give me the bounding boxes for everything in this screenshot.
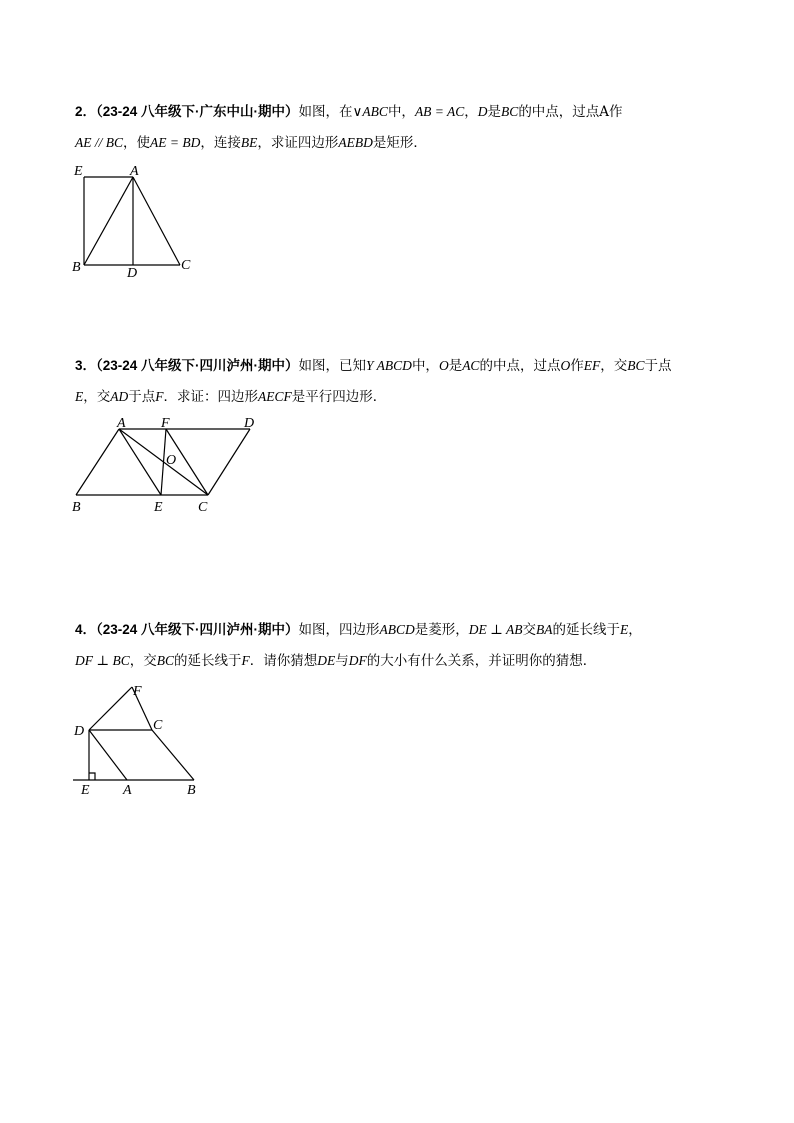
figure-parallelogram-abcd xyxy=(60,410,270,520)
math: O xyxy=(438,358,449,373)
text: 如图，四边形 xyxy=(298,622,380,638)
text: 作 xyxy=(570,358,584,374)
problem-source: （23-24 八年级下·广东中山·期中） xyxy=(96,104,299,119)
label-b: B xyxy=(187,783,196,798)
label-e: E xyxy=(81,783,90,798)
math: BE xyxy=(240,135,258,150)
math: AECF xyxy=(258,389,292,404)
problem-2-line-2 xyxy=(75,134,735,152)
math: O xyxy=(560,358,571,373)
math: DF xyxy=(348,653,367,668)
label-f: F xyxy=(133,684,142,699)
problem-2 xyxy=(75,103,735,152)
text: 是矩形． xyxy=(372,135,427,151)
text: 如图，已知 xyxy=(298,358,367,374)
math: D xyxy=(477,104,488,119)
label-e: E xyxy=(154,500,163,515)
text: 的大小有什么关系，并证明你的猜想． xyxy=(366,653,597,669)
text: 中， xyxy=(411,358,439,374)
text: ，交 xyxy=(83,389,111,405)
math: BC xyxy=(501,104,519,119)
problem-4-line-1 xyxy=(75,621,735,639)
label-b: B xyxy=(72,500,81,515)
text: ，使 xyxy=(123,135,150,151)
text: ，求证四边形 xyxy=(257,135,339,151)
problem-number: 3． xyxy=(75,358,97,373)
segment-cb xyxy=(152,730,194,780)
segment-dc xyxy=(208,429,250,495)
figure-rectangle-aebd xyxy=(60,158,210,283)
math: AB = AC xyxy=(414,104,465,119)
segment-ae xyxy=(119,429,161,495)
math: AD xyxy=(110,389,129,404)
math: DE xyxy=(317,653,336,668)
math: AE = BD xyxy=(150,135,201,150)
segment-df xyxy=(89,687,132,730)
text: ， xyxy=(464,104,478,120)
math: F xyxy=(155,389,164,404)
text: 的延长线于 xyxy=(552,622,620,638)
text: 中， xyxy=(387,104,415,120)
segment-ab xyxy=(76,429,119,495)
problem-number: 2． xyxy=(75,104,97,119)
text: 是平行四边形． xyxy=(291,389,387,405)
problem-source: （23-24 八年级下·四川泸州·期中） xyxy=(96,358,299,373)
figure-rhombus-abcd xyxy=(60,675,210,800)
text: ．求证：四边形 xyxy=(163,389,258,405)
text: 的中点，过点A作 xyxy=(518,104,623,120)
text: 的延长线于 xyxy=(173,653,242,669)
text: 于点 xyxy=(128,389,156,405)
label-f: F xyxy=(161,416,170,431)
label-d: D xyxy=(127,266,138,281)
math: Y ABCD xyxy=(366,358,412,373)
segment-ab xyxy=(84,177,133,265)
problem-source: （23-24 八年级下·四川泸州·期中） xyxy=(96,622,299,637)
label-c: C xyxy=(153,718,163,733)
label-e: E xyxy=(74,164,83,179)
segment-ac xyxy=(133,177,180,265)
label-o: O xyxy=(166,453,177,468)
math: AE // BC xyxy=(75,135,123,150)
problem-3-line-2 xyxy=(75,388,735,406)
label-d: D xyxy=(244,416,255,431)
label-d: D xyxy=(74,724,85,739)
math: E xyxy=(75,389,84,404)
problem-3 xyxy=(75,357,735,406)
math: AEBD xyxy=(338,135,373,150)
text: ．请你猜想 xyxy=(249,653,318,669)
text: ，交 xyxy=(600,358,628,374)
math: BA xyxy=(536,622,553,637)
math: DF ⊥ BC xyxy=(75,653,130,668)
label-a: A xyxy=(117,416,126,431)
text: ，交 xyxy=(129,653,157,669)
text: 的中点，过点 xyxy=(479,358,561,374)
math: EF xyxy=(583,358,601,373)
math: BC xyxy=(156,653,174,668)
math: F xyxy=(241,653,250,668)
label-a: A xyxy=(123,783,132,798)
text: 是菱形， xyxy=(414,622,469,638)
right-angle-mark xyxy=(89,773,95,780)
problem-number: 4． xyxy=(75,622,97,637)
problem-4 xyxy=(75,621,735,670)
text: 如图，在 xyxy=(298,104,353,120)
math: ABCD xyxy=(379,622,415,637)
label-a: A xyxy=(130,164,139,179)
math: BC xyxy=(627,358,645,373)
label-c: C xyxy=(198,500,208,515)
math: E xyxy=(620,622,629,637)
problem-2-line-1 xyxy=(75,103,735,121)
math: DE ⊥ AB xyxy=(468,622,523,637)
label-b: B xyxy=(72,260,81,275)
text: 与 xyxy=(335,653,349,669)
text: ， xyxy=(628,622,642,638)
text: 交 xyxy=(522,622,536,638)
label-c: C xyxy=(181,258,191,273)
problem-3-line-1 xyxy=(75,357,735,375)
math: AC xyxy=(462,358,480,373)
math: ∨ABC xyxy=(352,104,388,119)
problem-4-line-2 xyxy=(75,652,735,670)
text: 是 xyxy=(487,104,502,120)
text: 于点 xyxy=(644,358,672,374)
text: ，连接 xyxy=(200,135,241,151)
text: 是 xyxy=(448,358,463,374)
